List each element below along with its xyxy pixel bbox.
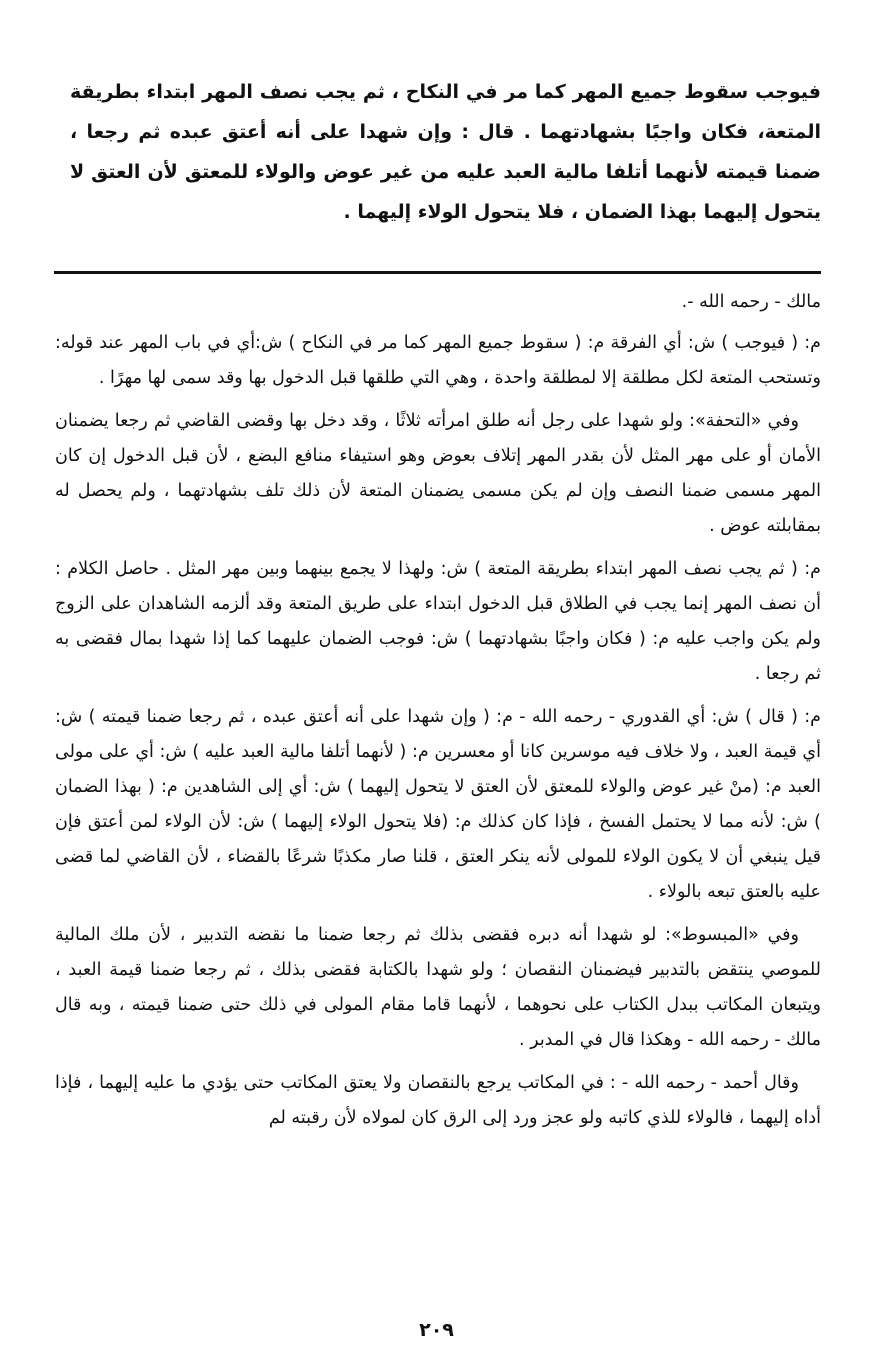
commentary-block [55, 285, 821, 1144]
main-text-block: فيوجب سقوط جميع المهر كما مر في النكاح ، ثم يجب نصف المهر ابتداء بطريقة المتعة، فكان واجبًا بشهادتهما . قال : وإن شهدا على أنه أعتق عبده ثم رجعا ، ضمنا قيمته لأنهما أتلفا مالية العبد عليه من غير عوض والولاء للمعتق لأن العتق لا يتحول إليهما بهذا الضمان ، فلا يتحول الولاء إليهما . [70, 81, 821, 223]
commentary-paragraph: وقال أحمد - رحمه الله - : في المكاتب يرجع بالنقصان ولا يعتق المكاتب حتى يؤدي ما عليه إليهما ، فإذا أداه إليهما ، فالولاء للذي كاتبه ولو عجز ورد إلى الرق كان لمولاه لأن رقبته لم [55, 1073, 821, 1128]
commentary-paragraph: وفي «المبسوط»: لو شهدا أنه دبره فقضى بذلك ثم رجعا ضمنا ما نقضه التدبير ، لأن ملك المالية للموصي ينتقض بالتدبير فيضمنان النقصان ؛ ولو شهدا بالكتابة فقضى بذلك ، ثم رجعا ضمنا قيمة العبد ، ويتبعان المكاتب ببدل الكتاب على نحوهما ، لأنهما قاما مقام المولى في ذلك حتى ضمنا قيمته ، وبه قال مالك - رحمه الله - وهكذا قال في المدبر . [55, 925, 821, 1050]
commentary-paragraph: وفي «التحفة»: ولو شهدا على رجل أنه طلق امرأته ثلاثًا ، وقد دخل بها وقضى القاضي ثم رجعا يضمنان الأمان أو على مهر المثل لأن بقدر المهر إتلاف بعوض وهو استيفاء منافع البضع ، لأن قبل الدخول إن كان المهر مسمى ضمنا النصف وإن لم يكن مسمى يضمنان المتعة لأن ذلك تلف بشهادتهما ، ولم يحصل له بمقابلته عوض . [55, 411, 821, 536]
commentary-paragraph: مالك - رحمه الله -. [681, 292, 821, 312]
commentary-paragraph: م: ( قال ) ش: أي القدوري - رحمه الله - م: ( وإن شهدا على أنه أعتق عبده ، ثم رجعا ضمنا قيمته ) ش: أي قيمة العبد ، ولا خلاف فيه موسرين كانا أو معسرين م: ( لأنهما أتلفا مالية العبد عليه ) ش: أي على مولى العبد م: (منْ غير عوض والولاء للمعتق لأن العتق لا يتحول إليهما ) ش: أي إلى الشاهدين م: ( بهذا الضمان ) ش: لأنه مما لا يحتمل الفسخ ، فإذا كان كذلك م: (فلا يتحول الولاء إليهما ) ش: لأن الولاء لمن أعتق فإن قيل ينبغي أن لا يكون الولاء للمولى لأنه ينكر العتق ، قلنا صار مكذبًا شرعًا بالقضاء ، لأن القاضي لما قضى عليه بالعتق تبعه بالولاء . [55, 707, 821, 902]
commentary-paragraph: م: ( فيوجب ) ش: أي الفرقة م: ( سقوط جميع المهر كما مر في النكاح ) ش:أي في باب المهر عند قوله: وتستحب المتعة لكل مطلقة إلا لمطلقة واحدة ، وهي التي طلقها قبل الدخول بها وقد سمى لها مهرًا . [55, 333, 821, 388]
section-divider [54, 271, 821, 274]
commentary-paragraph: م: ( ثم يجب نصف المهر ابتداء بطريقة المتعة ) ش: ولهذا لا يجمع بينهما وبين مهر المثل . حاصل الكلام : أن نصف المهر إنما يجب في الطلاق قبل الدخول ابتداء على طريق المتعة وقد ألزمه الشاهدان على الزوج ولم يكن واجب عليه م: ( فكان واجبًا بشهادتهما ) ش: فوجب الضمان عليهما كما إذا شهدا بمال فقضى به ثم رجعا . [55, 559, 821, 684]
page-number: ٢٠٩ [419, 1319, 454, 1341]
